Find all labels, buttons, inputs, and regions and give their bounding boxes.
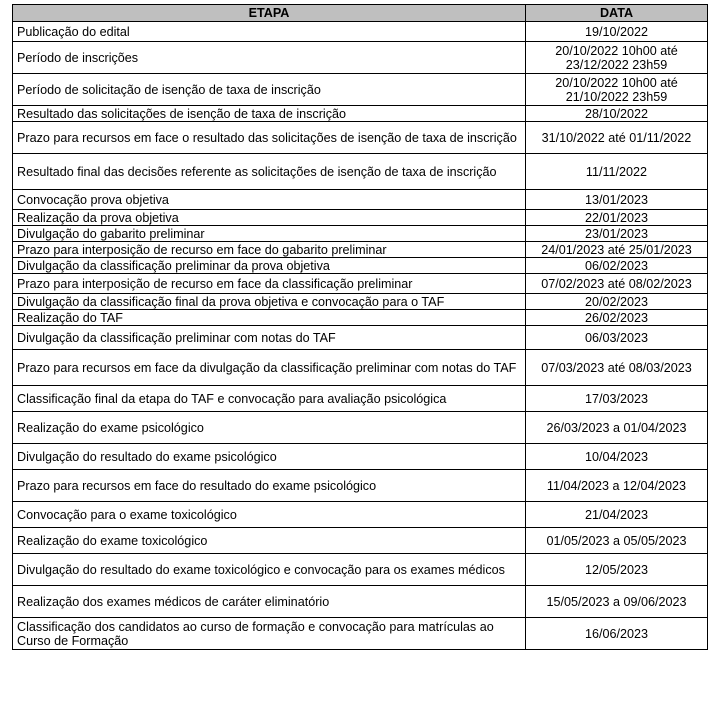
data-cell: 31/10/2022 até 01/11/2022 bbox=[526, 122, 708, 154]
table-row bbox=[13, 310, 708, 326]
header-data: DATA bbox=[526, 5, 708, 22]
etapa-cell: Período de inscrições bbox=[13, 42, 526, 74]
data-cell: 26/03/2023 a 01/04/2023 bbox=[526, 412, 708, 444]
table-header-row bbox=[13, 5, 708, 22]
etapa-cell: Classificação final da etapa do TAF e convocação para avaliação psicológica bbox=[13, 386, 526, 412]
data-cell: 22/01/2023 bbox=[526, 210, 708, 226]
etapa-cell: Prazo para recursos em face do resultado do exame psicológico bbox=[13, 470, 526, 502]
table-row bbox=[13, 210, 708, 226]
table-row bbox=[13, 528, 708, 554]
table-row bbox=[13, 386, 708, 412]
table-row bbox=[13, 274, 708, 294]
table-row bbox=[13, 154, 708, 190]
table-row bbox=[13, 74, 708, 106]
table-row bbox=[13, 350, 708, 386]
data-cell: 15/05/2023 a 09/06/2023 bbox=[526, 586, 708, 618]
data-cell: 17/03/2023 bbox=[526, 386, 708, 412]
data-cell: 11/04/2023 a 12/04/2023 bbox=[526, 470, 708, 502]
etapa-cell: Divulgação do resultado do exame toxicológico e convocação para os exames médicos bbox=[13, 554, 526, 586]
data-cell: 07/03/2023 até 08/03/2023 bbox=[526, 350, 708, 386]
table-row bbox=[13, 22, 708, 42]
table-row bbox=[13, 242, 708, 258]
etapa-cell: Prazo para recursos em face da divulgação da classificação preliminar com notas do TAF bbox=[13, 350, 526, 386]
data-cell: 10/04/2023 bbox=[526, 444, 708, 470]
table-row bbox=[13, 122, 708, 154]
etapa-cell: Prazo para interposição de recurso em face da classificação preliminar bbox=[13, 274, 526, 294]
schedule-table bbox=[12, 4, 708, 650]
etapa-cell: Realização do exame psicológico bbox=[13, 412, 526, 444]
table-body bbox=[13, 22, 708, 650]
header-etapa: ETAPA bbox=[13, 5, 526, 22]
etapa-cell: Convocação prova objetiva bbox=[13, 190, 526, 210]
etapa-cell: Divulgação da classificação preliminar com notas do TAF bbox=[13, 326, 526, 350]
etapa-cell: Realização do TAF bbox=[13, 310, 526, 326]
data-cell: 19/10/2022 bbox=[526, 22, 708, 42]
data-cell: 28/10/2022 bbox=[526, 106, 708, 122]
table-row bbox=[13, 42, 708, 74]
etapa-cell: Divulgação do gabarito preliminar bbox=[13, 226, 526, 242]
etapa-cell: Divulgação da classificação preliminar da prova objetiva bbox=[13, 258, 526, 274]
etapa-cell: Prazo para interposição de recurso em face do gabarito preliminar bbox=[13, 242, 526, 258]
table-row bbox=[13, 618, 708, 650]
etapa-cell: Classificação dos candidatos ao curso de formação e convocação para matrículas ao Curso de Formação bbox=[13, 618, 526, 650]
etapa-cell: Convocação para o exame toxicológico bbox=[13, 502, 526, 528]
data-cell: 06/02/2023 bbox=[526, 258, 708, 274]
data-cell: 20/10/2022 10h00 até 23/12/2022 23h59 bbox=[526, 42, 708, 74]
data-cell: 24/01/2023 até 25/01/2023 bbox=[526, 242, 708, 258]
table-row bbox=[13, 412, 708, 444]
table-row bbox=[13, 258, 708, 274]
table-row bbox=[13, 502, 708, 528]
data-cell: 12/05/2023 bbox=[526, 554, 708, 586]
data-cell: 06/03/2023 bbox=[526, 326, 708, 350]
etapa-cell: Divulgação da classificação final da prova objetiva e convocação para o TAF bbox=[13, 294, 526, 310]
data-cell: 11/11/2022 bbox=[526, 154, 708, 190]
etapa-cell: Resultado das solicitações de isenção de taxa de inscrição bbox=[13, 106, 526, 122]
data-cell: 20/02/2023 bbox=[526, 294, 708, 310]
table-row bbox=[13, 294, 708, 310]
etapa-cell: Realização da prova objetiva bbox=[13, 210, 526, 226]
etapa-cell: Divulgação do resultado do exame psicológico bbox=[13, 444, 526, 470]
table-row bbox=[13, 326, 708, 350]
data-cell: 01/05/2023 a 05/05/2023 bbox=[526, 528, 708, 554]
data-cell: 26/02/2023 bbox=[526, 310, 708, 326]
data-cell: 13/01/2023 bbox=[526, 190, 708, 210]
table-row bbox=[13, 470, 708, 502]
etapa-cell: Publicação do edital bbox=[13, 22, 526, 42]
data-cell: 23/01/2023 bbox=[526, 226, 708, 242]
etapa-cell: Resultado final das decisões referente as solicitações de isenção de taxa de inscrição bbox=[13, 154, 526, 190]
etapa-cell: Realização dos exames médicos de caráter eliminatório bbox=[13, 586, 526, 618]
etapa-cell: Realização do exame toxicológico bbox=[13, 528, 526, 554]
table-row bbox=[13, 586, 708, 618]
table-row bbox=[13, 190, 708, 210]
table-row bbox=[13, 554, 708, 586]
data-cell: 20/10/2022 10h00 até 21/10/2022 23h59 bbox=[526, 74, 708, 106]
data-cell: 21/04/2023 bbox=[526, 502, 708, 528]
data-cell: 07/02/2023 até 08/02/2023 bbox=[526, 274, 708, 294]
data-cell: 16/06/2023 bbox=[526, 618, 708, 650]
etapa-cell: Período de solicitação de isenção de taxa de inscrição bbox=[13, 74, 526, 106]
table-row bbox=[13, 226, 708, 242]
table-row bbox=[13, 444, 708, 470]
etapa-cell: Prazo para recursos em face o resultado das solicitações de isenção de taxa de inscrição bbox=[13, 122, 526, 154]
table-row bbox=[13, 106, 708, 122]
